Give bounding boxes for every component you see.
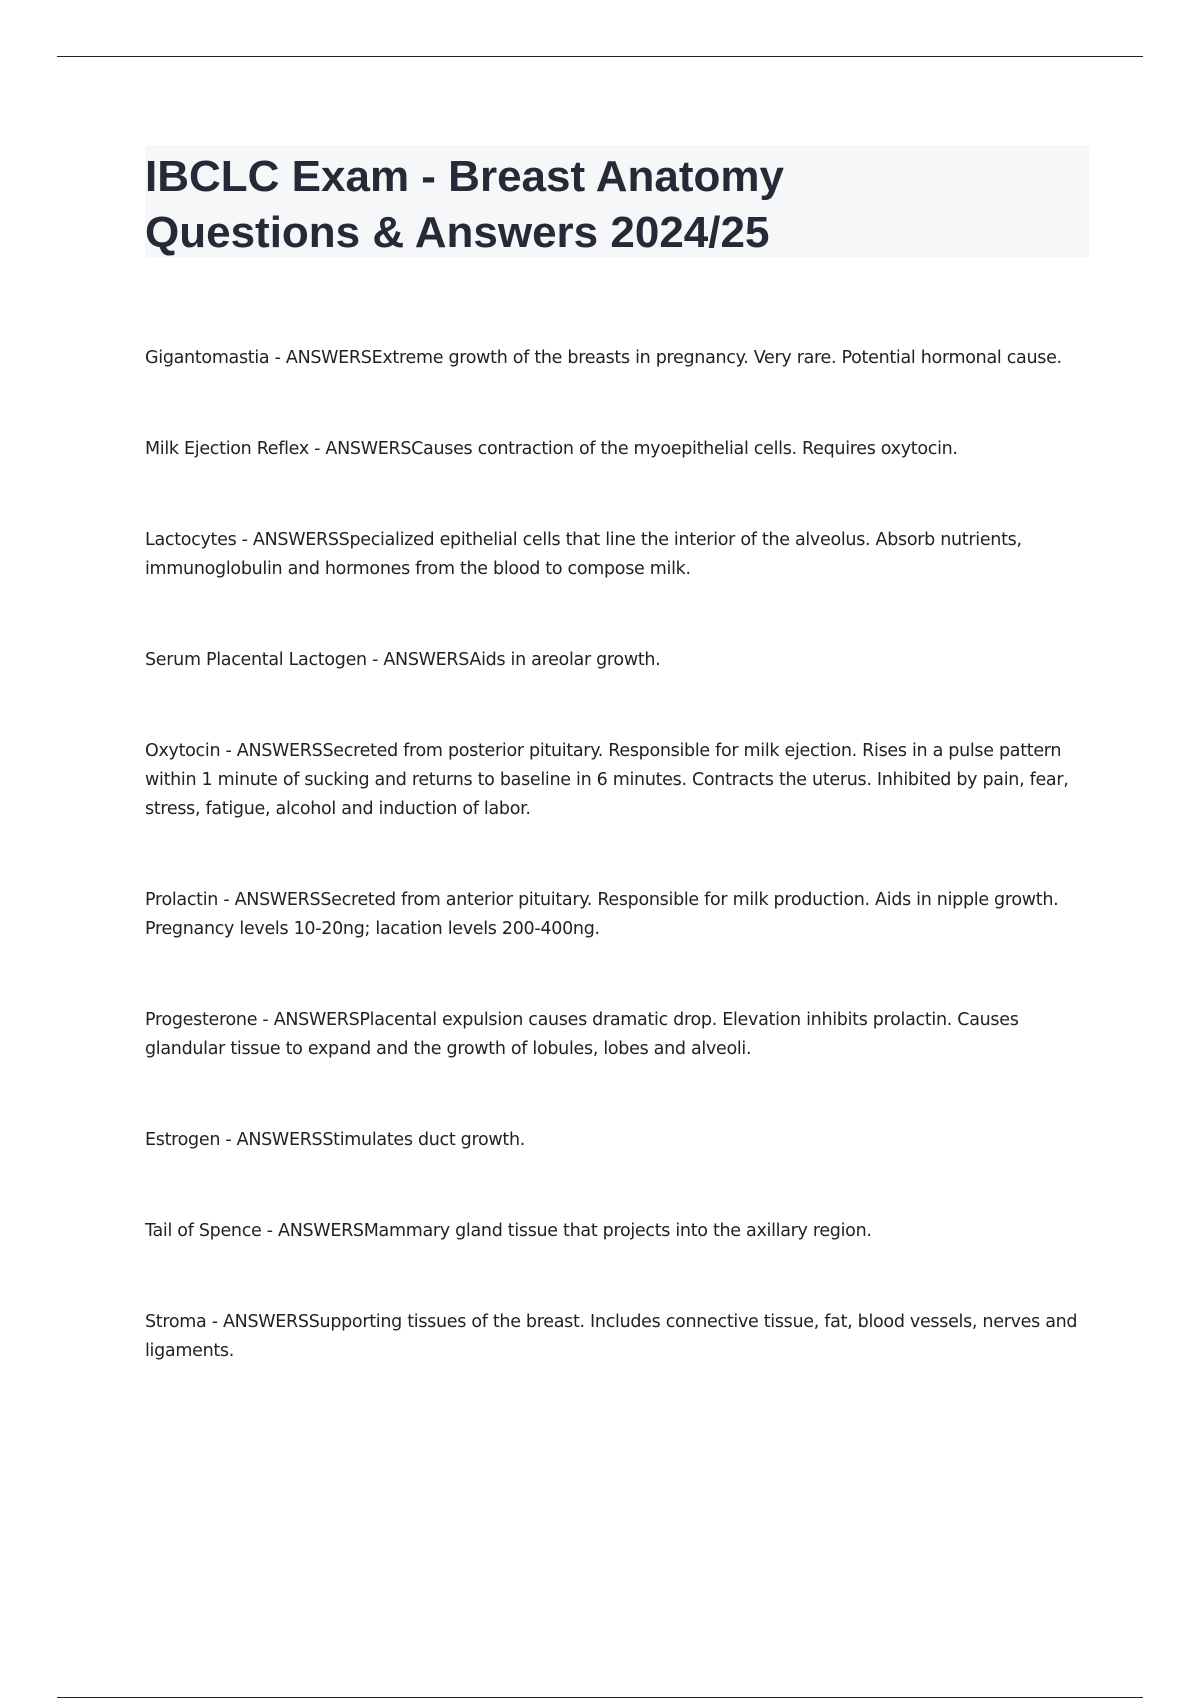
qa-item <box>145 1126 1089 1155</box>
qa-term: Lactocytes <box>145 530 237 550</box>
qa-item <box>145 1308 1089 1366</box>
page-title <box>145 149 1089 261</box>
qa-item <box>145 435 1089 464</box>
qa-term: Serum Placental Lactogen <box>145 650 367 670</box>
qa-term: Stroma <box>145 1312 207 1332</box>
qa-answer: Secreted from anterior pituitary. Responsible for milk production. Aids in nipple growth. Pregnancy levels 10-20ng; lacation levels 200-400ng. <box>145 890 1059 939</box>
qa-separator: - ANSWERS <box>218 890 321 910</box>
qa-separator: - ANSWERS <box>236 530 339 550</box>
qa-separator: - ANSWERS <box>366 650 470 670</box>
qa-item <box>145 1217 1089 1246</box>
qa-item <box>145 1006 1089 1064</box>
qa-item <box>145 737 1089 824</box>
qa-term: Prolactin <box>145 890 219 910</box>
qa-separator: - ANSWERS <box>220 1130 323 1150</box>
qa-list <box>145 344 1089 1366</box>
qa-answer: Placental expulsion causes dramatic drop. Elevation inhibits prolactin. Causes glandular tissue to expand and the growth of lobules, lobes and alveoli. <box>145 1010 1019 1059</box>
qa-term: Milk Ejection Reflex <box>145 439 309 459</box>
qa-answer: Secreted from posterior pituitary. Responsible for milk ejection. Rises in a pulse pattern within 1 minute of sucking and returns to baseline in 6 minutes. Contracts the uterus. Inhibited by pain, fear, stress, fatigue, alcohol and induction of labor. <box>145 741 1069 819</box>
qa-item <box>145 886 1089 944</box>
qa-answer: Causes contraction of the myoepithelial cells. Requires oxytocin. <box>411 439 958 459</box>
bottom-rule <box>57 1697 1143 1698</box>
qa-answer: Extreme growth of the breasts in pregnancy. Very rare. Potential hormonal cause. <box>371 348 1062 368</box>
qa-term: Tail of Spence <box>145 1221 262 1241</box>
qa-term: Oxytocin <box>145 741 221 761</box>
qa-item <box>145 646 1089 675</box>
qa-answer: Specialized epithelial cells that line the interior of the alveolus. Absorb nutrients, immunoglobulin and hormones from the blood to compose milk. <box>145 530 1022 579</box>
qa-answer: Stimulates duct growth. <box>322 1130 526 1150</box>
qa-item <box>145 344 1089 373</box>
qa-term: Gigantomastia <box>145 348 270 368</box>
qa-answer: Aids in areolar growth. <box>469 650 661 670</box>
title-line-2: Questions & Answers 2024/25 <box>145 208 770 257</box>
qa-answer: Mammary gland tissue that projects into the axillary region. <box>363 1221 872 1241</box>
qa-separator: - ANSWERS <box>257 1010 360 1030</box>
qa-separator: - ANSWERS <box>220 741 323 761</box>
qa-separator: - ANSWERS <box>206 1312 309 1332</box>
qa-answer: Supporting tissues of the breast. Includes connective tissue, fat, blood vessels, nerves and ligaments. <box>145 1312 1078 1361</box>
qa-item <box>145 526 1089 584</box>
title-line-1: IBCLC Exam - Breast Anatomy <box>145 152 784 201</box>
qa-term: Estrogen <box>145 1130 221 1150</box>
qa-separator: - ANSWERS <box>261 1221 364 1241</box>
qa-separator: - ANSWERS <box>308 439 412 459</box>
qa-separator: - ANSWERS <box>269 348 372 368</box>
top-rule <box>57 56 1143 57</box>
title-block <box>145 145 1089 257</box>
qa-term: Progesterone <box>145 1010 258 1030</box>
